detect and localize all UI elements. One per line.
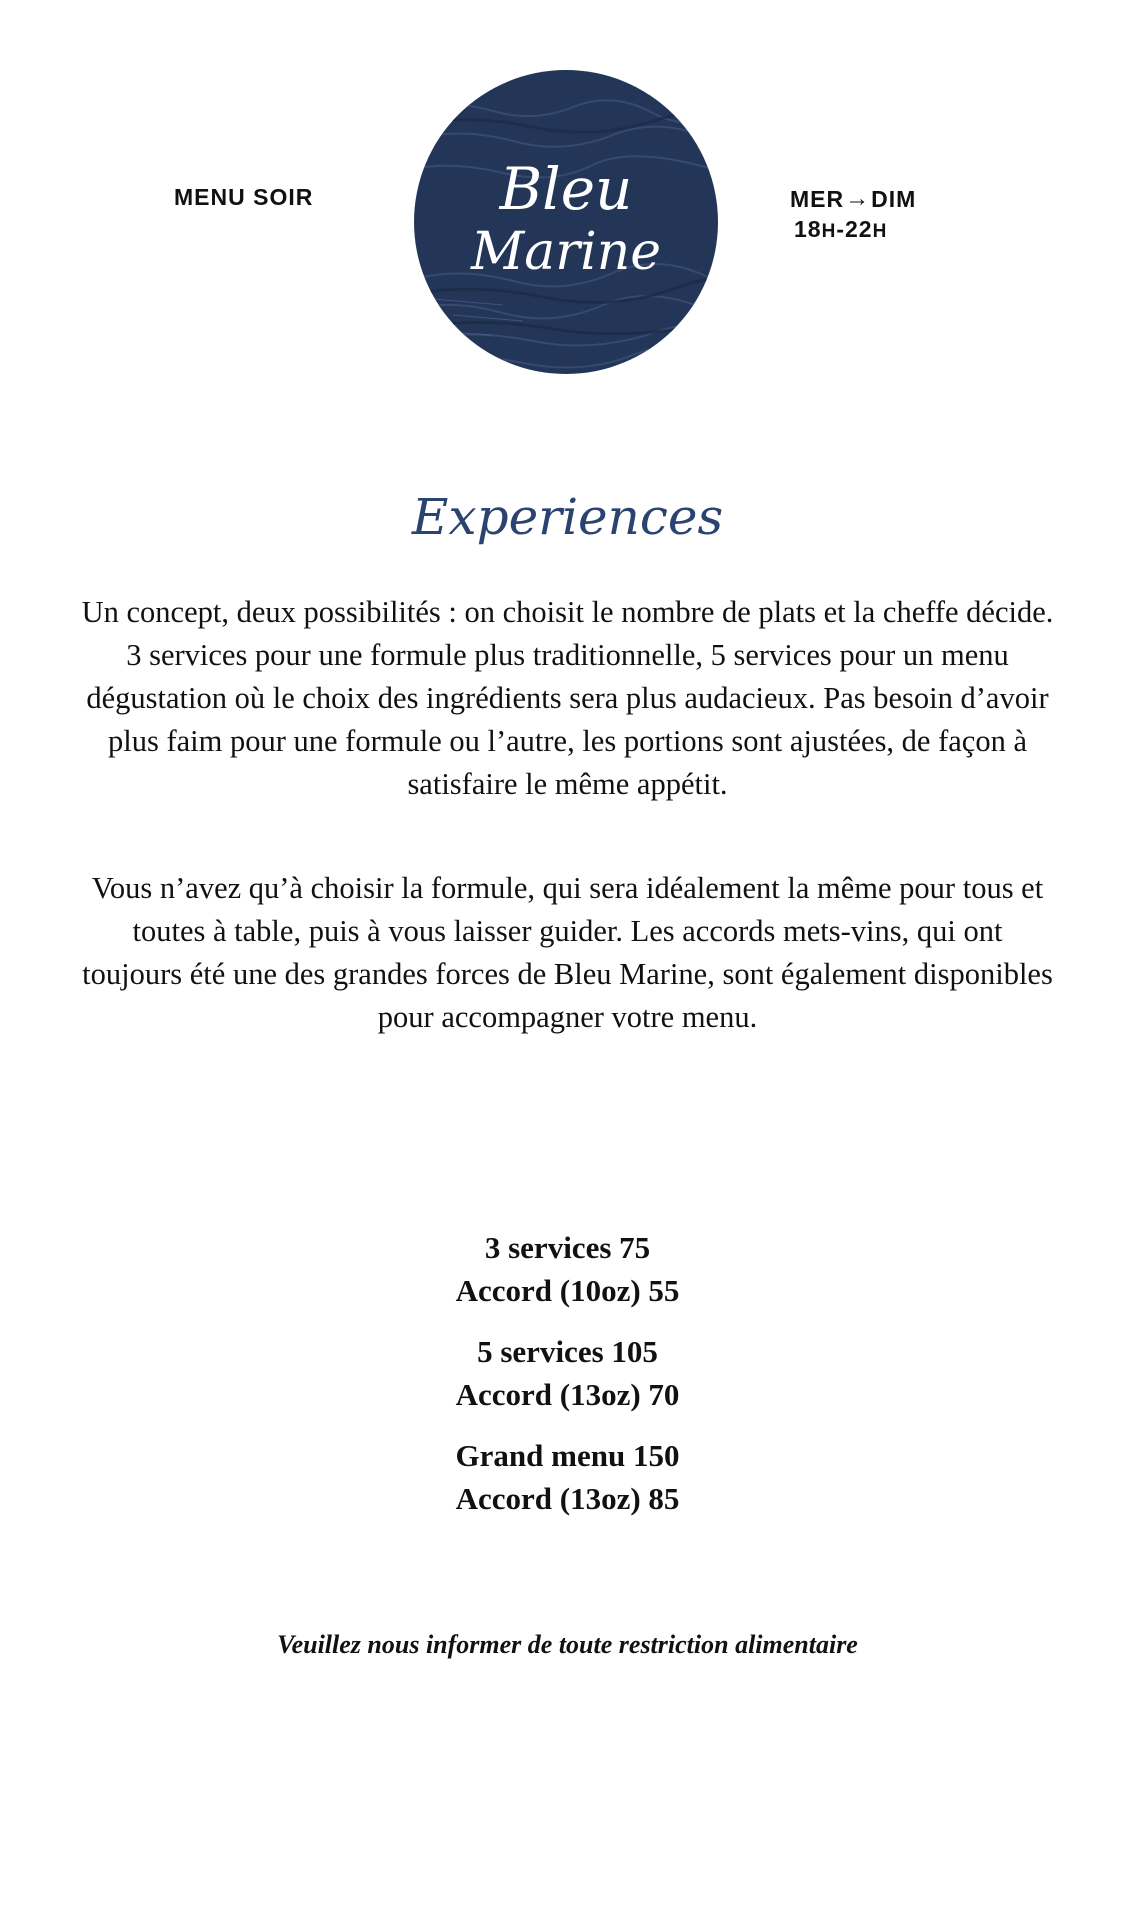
logo-line-bleu: Bleu: [499, 155, 633, 223]
wine-pairing-price: Accord (13oz) 85: [455, 1481, 680, 1516]
intro-text-1: Un concept, deux possibilités : on choisit le nombre de plats et la cheffe décide. 3 services pour une formule plus traditionnelle, 5 services pour un menu dégustation où le choix des ingrédients sera plus audacieux. Pas besoin d’avoir plus faim pour une formule ou l’autre, les portions sont ajustées, de façon à satisfaire le même appétit.: [81, 595, 1054, 801]
logo-line-marine: Marine: [471, 222, 661, 282]
hours-end: 22: [845, 216, 873, 242]
day-end: DIM: [871, 186, 917, 212]
hours-start: 18: [794, 216, 822, 242]
menu-price: Grand menu 150: [455, 1438, 680, 1473]
arrow-right-icon: →: [845, 185, 871, 212]
price-group: [0, 1434, 1135, 1520]
price-list: [0, 1226, 1135, 1538]
hours-end-suffix: H: [872, 221, 888, 242]
intro-paragraph-2: [80, 867, 1055, 1039]
price-group: [0, 1330, 1135, 1416]
intro-text-2: Vous n’avez qu’à choisir la formule, qui sera idéalement la même pour tous et toutes à table, puis à vous laisser guider. Les accords mets-vins, qui ont toujours été une des grandes forces de Bleu Marine, sont également disponibles pour accompagner votre menu.: [82, 871, 1053, 1034]
opening-hours: [790, 184, 916, 247]
section-title: Experiences: [411, 488, 724, 546]
hours-separator: -: [836, 216, 845, 242]
hours-start-suffix: H: [821, 221, 837, 242]
wine-pairing-price: Accord (13oz) 70: [455, 1377, 680, 1412]
menu-price: 3 services 75: [484, 1230, 651, 1265]
logo-badge-icon: [413, 69, 719, 375]
menu-type-label: MENU SOIR: [174, 184, 314, 210]
price-group: [0, 1226, 1135, 1312]
day-start: MER: [790, 186, 845, 212]
menu-price: 5 services 105: [477, 1334, 658, 1369]
opening-time: [794, 214, 916, 247]
dietary-restriction-note: Veuillez nous informer de toute restriction alimentaire: [277, 1630, 858, 1659]
restaurant-logo: [413, 69, 719, 375]
intro-paragraph-1: [80, 591, 1055, 806]
opening-days: [790, 184, 916, 214]
wine-pairing-price: Accord (10oz) 55: [455, 1273, 680, 1308]
